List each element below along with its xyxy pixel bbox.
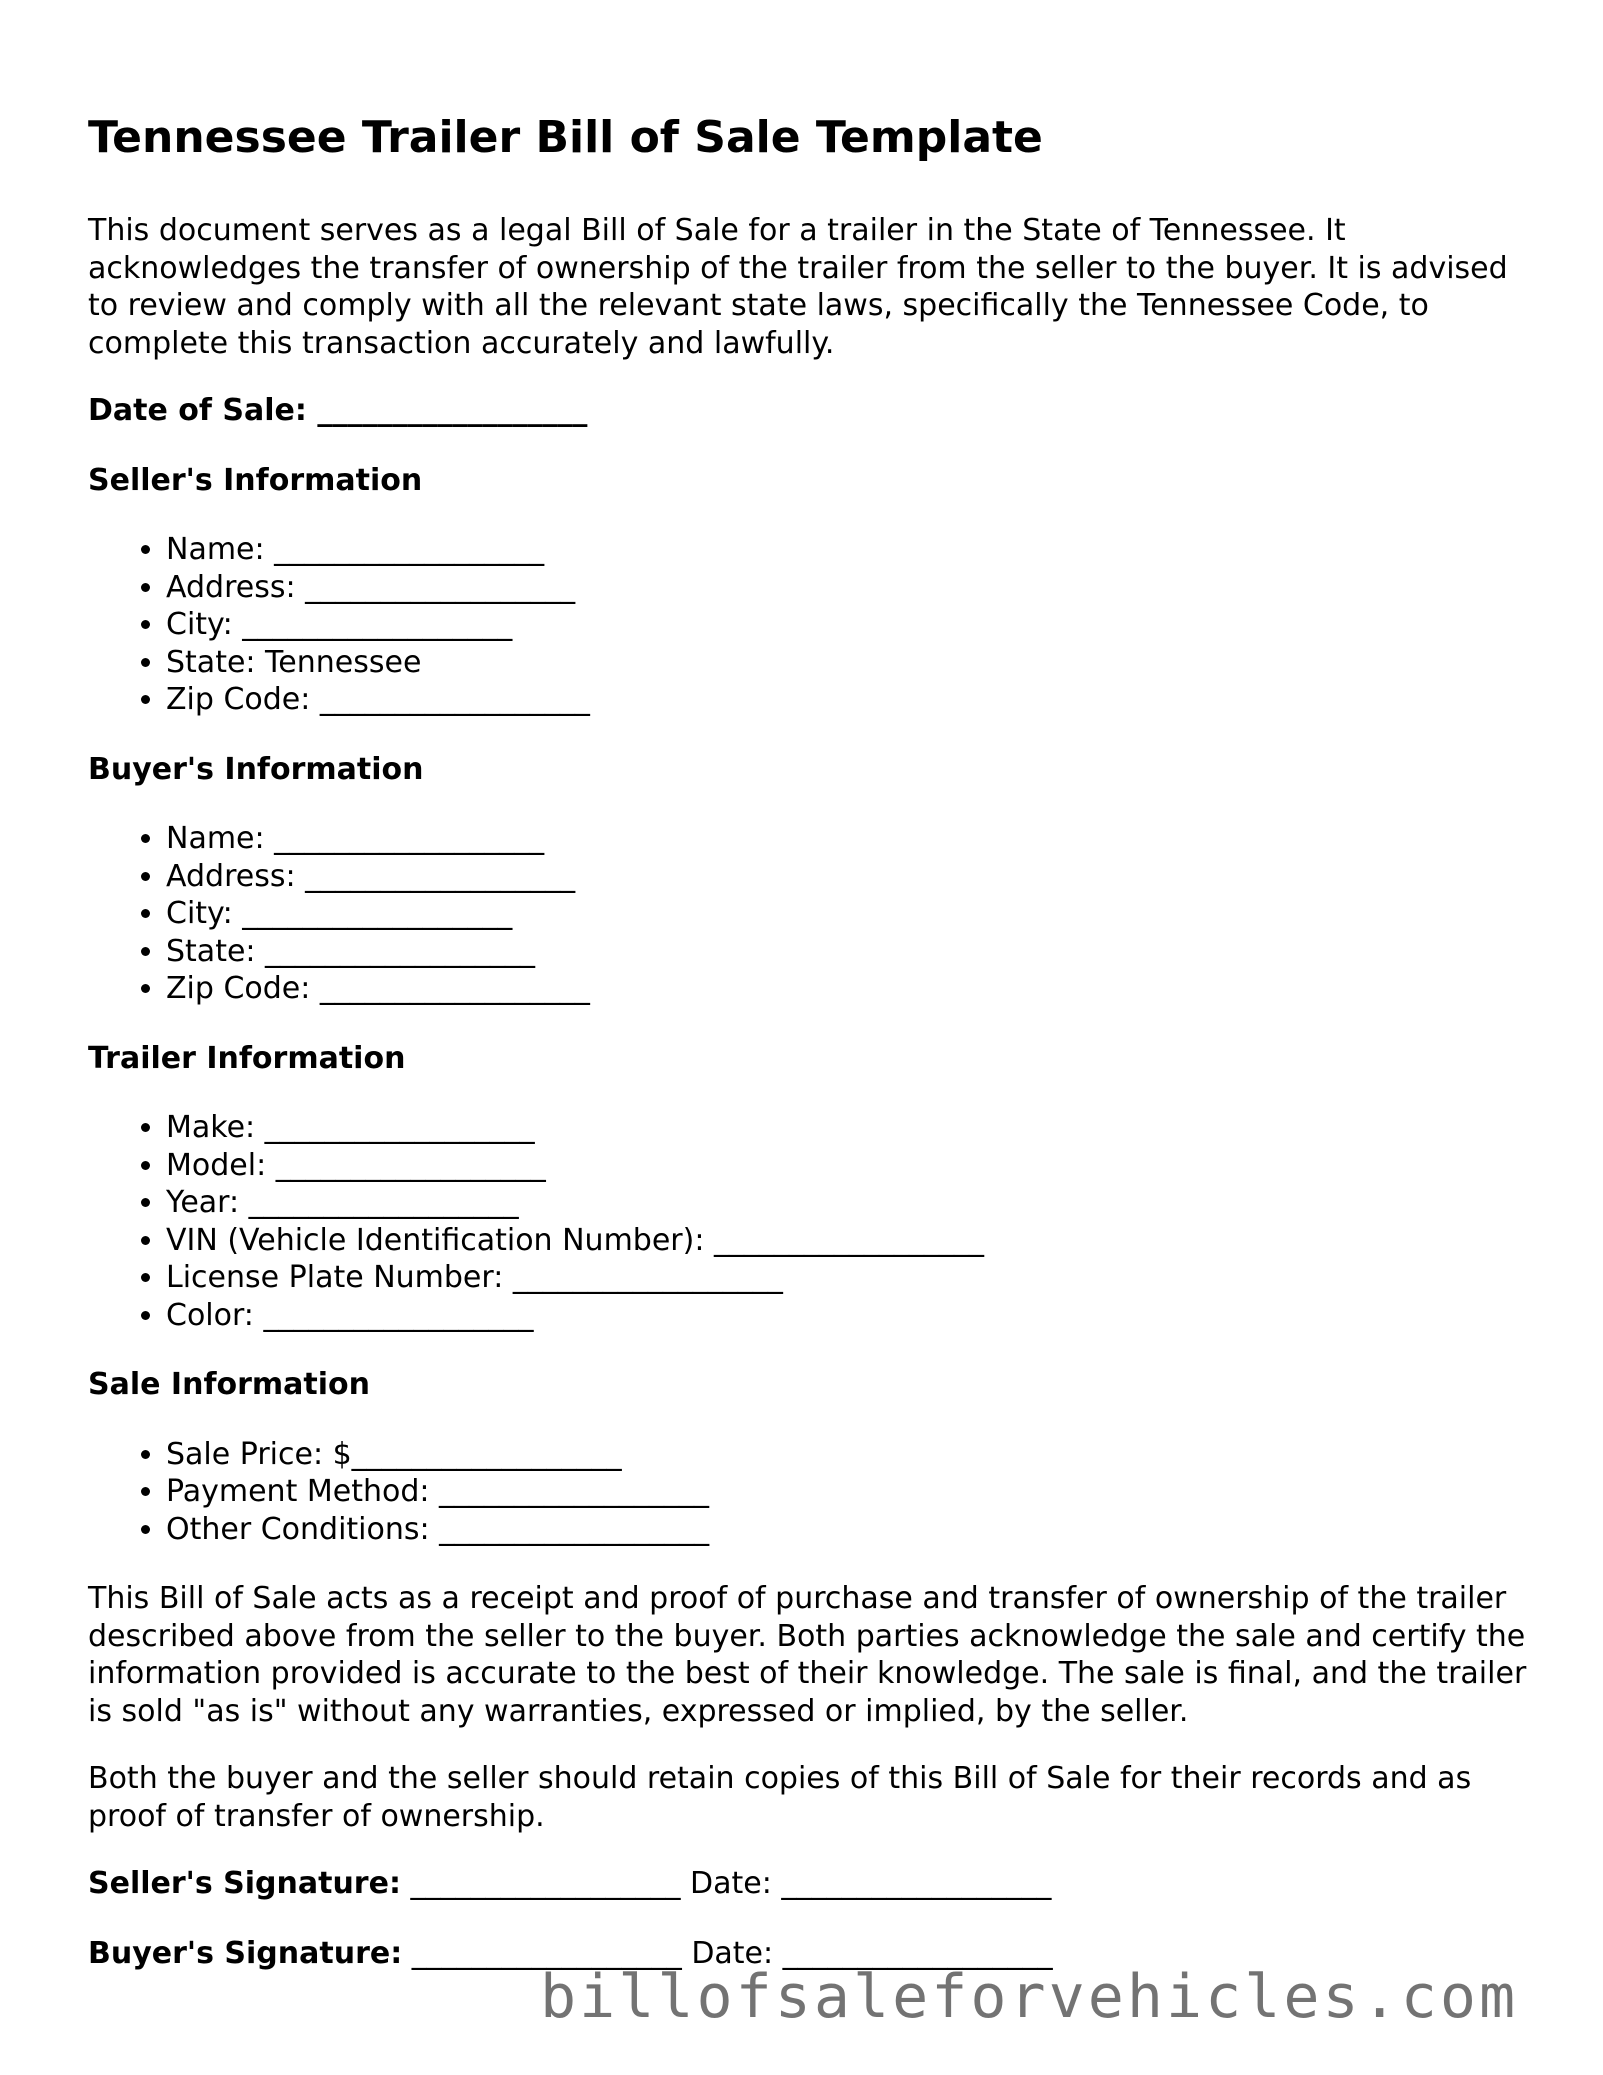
seller-date-blank: __________________	[781, 1866, 1052, 1901]
list-item: • Model: __________________	[166, 1147, 1528, 1185]
buyer-date-label: Date:	[691, 1935, 774, 1971]
date-of-sale-blank: __________________	[317, 393, 588, 428]
list-item: • City: __________________	[166, 606, 1528, 644]
list-item: • Address: __________________	[166, 858, 1528, 896]
seller-signature-label: Seller's Signature:	[88, 1866, 401, 1901]
list-item: • Name: __________________	[166, 531, 1528, 569]
buyer-signature-blank: __________________	[411, 1935, 682, 1971]
list-item: • Address: __________________	[166, 569, 1528, 607]
list-item: • Other Conditions: __________________	[166, 1511, 1528, 1549]
list-item: • State: __________________	[166, 933, 1528, 971]
list-item: • Name: __________________	[166, 820, 1528, 858]
list-item: • VIN (Vehicle Identification Number): __________________	[166, 1222, 1528, 1260]
list-item: • Zip Code: __________________	[166, 681, 1528, 719]
trailer-section-heading: Trailer Information	[88, 1040, 406, 1076]
sale-info-list	[88, 1436, 1528, 1549]
page-title: Tennessee Trailer Bill of Sale Template	[88, 112, 1043, 163]
trailer-info-list	[88, 1109, 1528, 1334]
seller-signature-line	[88, 1865, 1528, 1903]
list-item: • Color: __________________	[166, 1297, 1528, 1335]
seller-signature-blank: __________________	[410, 1866, 681, 1901]
intro-paragraph: This document serves as a legal Bill of Sale for a trailer in the State of Tennessee. It acknowledges the transfer of ownership of the trailer from the seller to the buyer. It is advised to review and comply with all the relevant state laws, specifically the Tennessee Code, to complete this transaction accurately and lawfully.	[88, 213, 1508, 361]
closing-paragraph-copies: Both the buyer and the seller should retain copies of this Bill of Sale for their records and as proof of transfer of ownership.	[88, 1761, 1472, 1834]
sale-section-heading: Sale Information	[88, 1367, 370, 1402]
list-item: • Zip Code: __________________	[166, 970, 1528, 1008]
closing-paragraph-receipt: This Bill of Sale acts as a receipt and proof of purchase and transfer of ownership of the trailer described above from the seller to the buyer. Both parties acknowledge the sale and certify the information provided is accurate to the best of their knowledge. The sale is final, and the trailer is sold "as is" without any warranties, expressed or implied, by the seller.	[88, 1581, 1527, 1729]
list-item: • Year: __________________	[166, 1184, 1528, 1222]
list-item: • Sale Price: $__________________	[166, 1436, 1528, 1474]
buyer-section-heading: Buyer's Information	[88, 751, 424, 787]
list-item: • State: Tennessee	[166, 644, 1528, 682]
document-page	[88, 108, 1528, 2004]
buyer-signature-label: Buyer's Signature:	[88, 1935, 403, 1971]
list-item: • License Plate Number: __________________	[166, 1259, 1528, 1297]
date-of-sale-label: Date of Sale:	[88, 393, 307, 428]
seller-info-list	[88, 531, 1528, 719]
buyer-date-blank: __________________	[782, 1935, 1053, 1971]
list-item: • Make: __________________	[166, 1109, 1528, 1147]
seller-section-heading: Seller's Information	[88, 462, 423, 498]
watermark-text: billofsaleforvehicles.com	[540, 1962, 1519, 2032]
seller-date-label: Date:	[690, 1866, 772, 1901]
buyer-info-list	[88, 820, 1528, 1008]
date-of-sale-field	[88, 392, 1528, 430]
list-item: • Payment Method: __________________	[166, 1473, 1528, 1511]
list-item: • City: __________________	[166, 895, 1528, 933]
